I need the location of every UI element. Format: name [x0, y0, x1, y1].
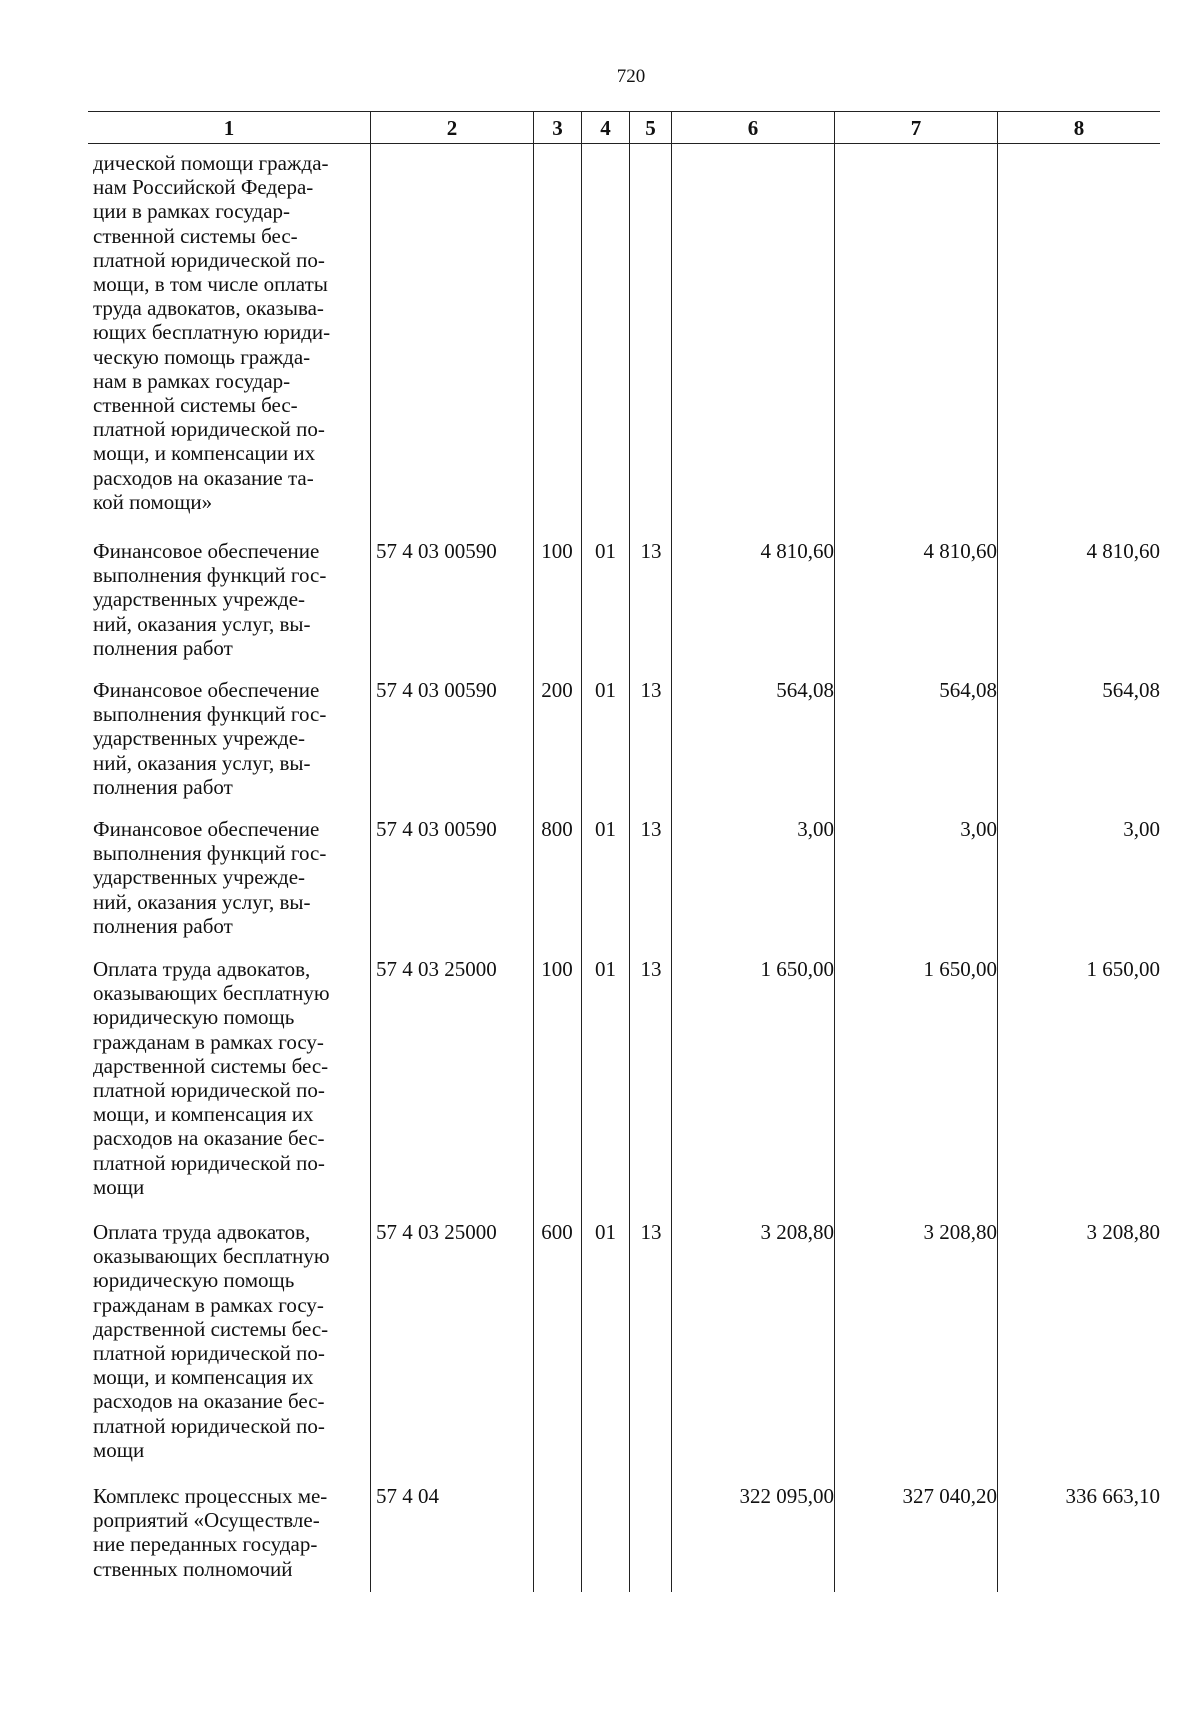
- row-value-6: 322 095,00: [739, 1484, 834, 1508]
- row-value-8: 336 663,10: [1065, 1484, 1160, 1508]
- column-header-8: 8: [1073, 116, 1085, 140]
- row-col4: 01: [595, 678, 616, 702]
- row-code: 57 4 03 25000: [376, 957, 497, 981]
- column-header-4: 4: [600, 116, 611, 140]
- row-description: Финансовое обеспечение выполнения функций гос- ударственных учрежде- ний, оказания услуг, вы- полнения работ: [93, 678, 327, 799]
- row-value-6: 4 810,60: [760, 539, 834, 563]
- row-description: Комплекс процессных ме- роприятий «Осуществле- ние переданных государ- ственных полномочий: [93, 1484, 328, 1581]
- row-col5: 13: [640, 539, 662, 563]
- row-col4: 01: [595, 957, 616, 981]
- column-header-6: 6: [747, 116, 759, 140]
- column-divider: [997, 112, 998, 1592]
- column-header-3: 3: [552, 116, 563, 140]
- column-divider: [629, 112, 630, 1592]
- column-header-2: 2: [446, 116, 458, 140]
- row-col3: 200: [541, 678, 573, 702]
- row-code: 57 4 03 00590: [376, 678, 497, 702]
- row-value-8: 564,08: [1102, 678, 1160, 702]
- row-value-6: 3 208,80: [760, 1220, 834, 1244]
- row-col4: 01: [595, 817, 616, 841]
- column-divider: [834, 112, 835, 1592]
- column-header-7: 7: [910, 116, 922, 140]
- row-value-7: 3 208,80: [923, 1220, 997, 1244]
- row-value-7: 564,08: [939, 678, 997, 702]
- row-col3: 600: [541, 1220, 573, 1244]
- page-number: 720: [616, 66, 646, 87]
- row-code: 57 4 04: [376, 1484, 439, 1508]
- row-code: 57 4 03 00590: [376, 539, 497, 563]
- row-value-8: 4 810,60: [1086, 539, 1160, 563]
- row-code: 57 4 03 00590: [376, 817, 497, 841]
- row-value-6: 564,08: [776, 678, 834, 702]
- row-value-6: 1 650,00: [760, 957, 834, 981]
- row-value-8: 3 208,80: [1086, 1220, 1160, 1244]
- row-value-7: 1 650,00: [923, 957, 997, 981]
- column-header-1: 1: [223, 116, 235, 140]
- row-col5: 13: [640, 1220, 662, 1244]
- row-col3: 100: [541, 539, 573, 563]
- row-value-7: 3,00: [960, 817, 997, 841]
- row-col5: 13: [640, 678, 662, 702]
- row-col5: 13: [640, 817, 662, 841]
- row-description: Финансовое обеспечение выполнения функций гос- ударственных учрежде- ний, оказания услуг, вы- полнения работ: [93, 539, 327, 660]
- table-top-border: [88, 111, 1160, 112]
- row-value-7: 327 040,20: [902, 1484, 997, 1508]
- row-col3: 100: [541, 957, 573, 981]
- row-value-8: 1 650,00: [1086, 957, 1160, 981]
- row-description: Оплата труда адвокатов, оказывающих бесплатную юридическую помощь гражданам в рамках госу- дарственной системы бес- платной юридической по- мощи, и компенсация их расходов на оказание бес- платной юридической по- мощи: [93, 1220, 330, 1462]
- row-description: Финансовое обеспечение выполнения функций гос- ударственных учрежде- ний, оказания услуг, вы- полнения работ: [93, 817, 327, 938]
- column-divider: [533, 112, 534, 1592]
- row-code: 57 4 03 25000: [376, 1220, 497, 1244]
- row-col4: 01: [595, 539, 616, 563]
- row-col4: 01: [595, 1220, 616, 1244]
- row-description: дической помощи гражда- нам Российской Федера- ции в рамках государ- ственной системы бес- платной юридической по- мощи, в том числе оплаты труда адвокатов, оказыва- ющих бесплатную юриди- ческую помощь гражда- нам в рамках государ- ственной системы бес- платной юридической по- мощи, и компенсации их расходов на оказание та- кой помощи»: [93, 151, 331, 514]
- row-description: Оплата труда адвокатов, оказывающих бесплатную юридическую помощь гражданам в рамках госу- дарственной системы бес- платной юридической по- мощи, и компенсация их расходов на оказание бес- платной юридической по- мощи: [93, 957, 330, 1199]
- table-header-border: [88, 143, 1160, 144]
- column-header-5: 5: [645, 116, 656, 140]
- column-divider: [581, 112, 582, 1592]
- row-value-6: 3,00: [797, 817, 834, 841]
- row-value-7: 4 810,60: [923, 539, 997, 563]
- column-divider: [370, 112, 371, 1592]
- row-col3: 800: [541, 817, 573, 841]
- column-divider: [671, 112, 672, 1592]
- row-value-8: 3,00: [1123, 817, 1160, 841]
- row-col5: 13: [640, 957, 662, 981]
